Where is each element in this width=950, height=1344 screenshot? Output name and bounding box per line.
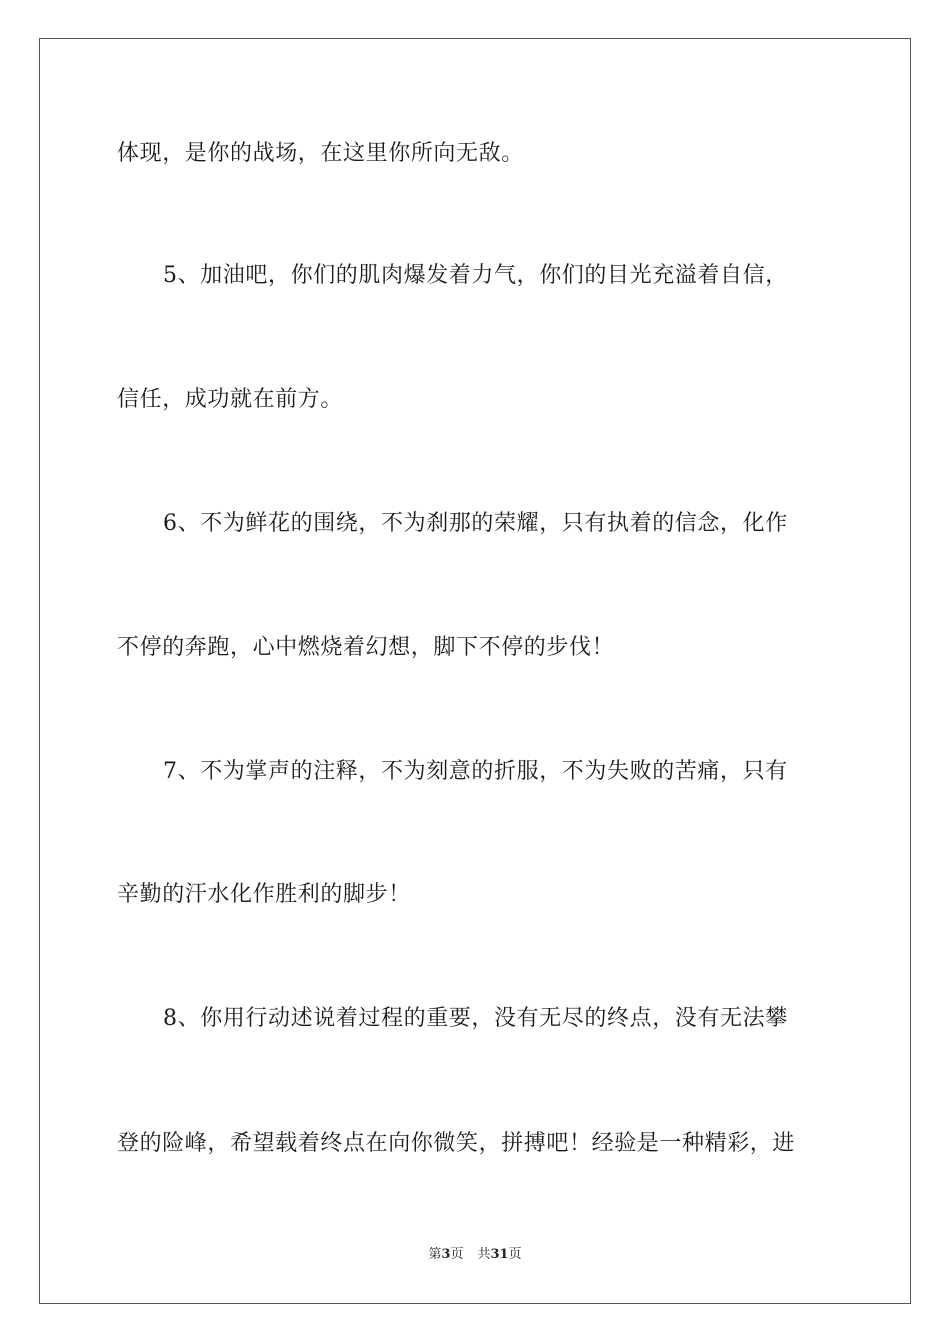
page-suffix: 页 — [450, 1247, 464, 1262]
total-pages: 31 — [490, 1247, 509, 1262]
page-number: 3 — [441, 1247, 451, 1262]
total-suffix: 页 — [508, 1247, 522, 1262]
paragraph-line-4: 6、不为鲜花的围绕，不为刹那的荣耀，只有执着的信念，化作 — [163, 511, 788, 536]
paragraph-line-3: 信任，成功就在前方。 — [117, 387, 344, 412]
paragraph-line-5: 不停的奔跑，心中燃烧着幻想，脚下不停的步伐！ — [117, 635, 615, 660]
page-border — [39, 38, 911, 1304]
paragraph-line-7: 辛勤的汗水化作胜利的脚步！ — [117, 882, 411, 907]
paragraph-line-6: 7、不为掌声的注释，不为刻意的折服，不为失败的苦痛，只有 — [163, 759, 788, 784]
page-prefix: 第 — [428, 1247, 442, 1262]
paragraph-line-8: 8、你用行动述说着过程的重要，没有无尽的终点，没有无法攀 — [163, 1006, 788, 1031]
total-prefix: 共 — [477, 1247, 491, 1262]
paragraph-line-1: 体现，是你的战场，在这里你所向无敌。 — [117, 141, 524, 166]
paragraph-line-2: 5、加油吧，你们的肌肉爆发着力气，你们的目光充溢着自信， — [163, 263, 788, 288]
paragraph-line-9: 登的险峰，希望载着终点在向你微笑，拼搏吧！经验是一种精彩，进 — [117, 1131, 796, 1156]
page-footer — [0, 1246, 950, 1264]
